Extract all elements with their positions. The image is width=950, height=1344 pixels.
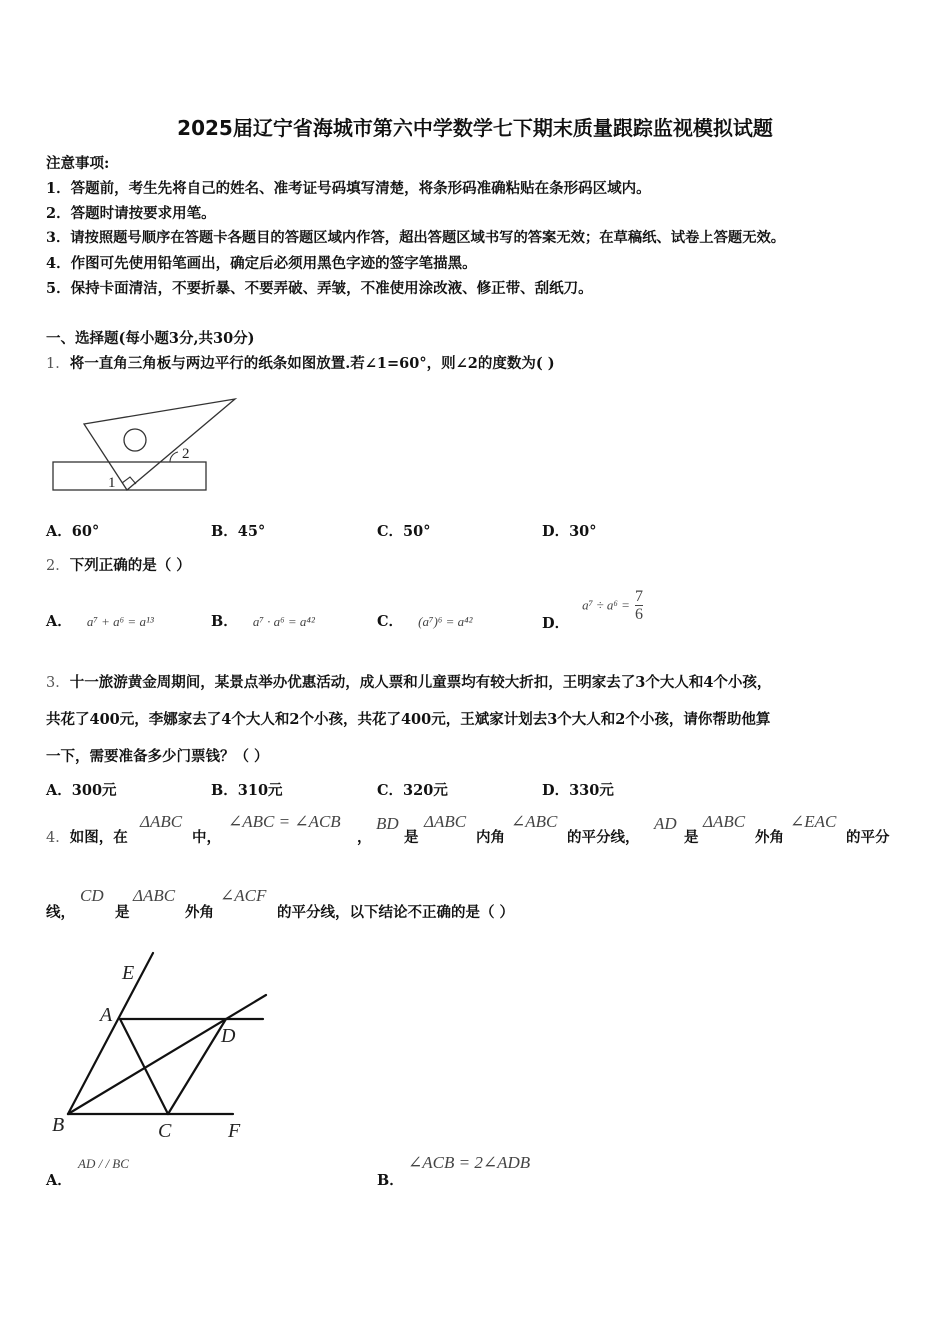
point-label-f: F <box>228 1120 241 1142</box>
q2-option-b[interactable]: B． a⁷ · a⁶ = a⁴² <box>211 613 315 630</box>
question-text: 是 <box>115 904 130 921</box>
q4-option-b-label[interactable]: B． <box>377 1172 404 1189</box>
math-term: CD <box>80 886 104 905</box>
math-term: AD <box>654 814 677 833</box>
point-label-b: B <box>52 1114 65 1136</box>
section-heading: 一、选择题(每小题3分,共30分) <box>46 330 255 347</box>
q1-option-b[interactable]: B．45° <box>211 523 266 540</box>
set-square <box>84 399 235 490</box>
question-4 <box>46 826 128 847</box>
q4-option-a-label[interactable]: A． <box>46 1172 72 1189</box>
question-number: 1． <box>46 356 70 372</box>
math-term: ΔABC <box>140 812 183 831</box>
fraction-denominator: 6 <box>634 606 643 623</box>
q2-option-c[interactable]: C． (a⁷)⁶ = a⁴² <box>377 613 473 630</box>
page-title: 2025届辽宁省海城市第六中学数学七下期末质量跟踪监视模拟试题 <box>177 116 773 140</box>
option-math: a⁷ + a⁶ = a¹³ <box>86 614 154 629</box>
question-3 <box>46 671 771 692</box>
question-2 <box>46 554 191 575</box>
question-number: 3． <box>46 675 70 691</box>
point-label-d: D <box>221 1025 236 1047</box>
question-text: 的平分线， <box>567 829 640 846</box>
q3-option-c[interactable]: C．320元 <box>377 782 448 799</box>
line-ea <box>68 953 153 1114</box>
note-item: 2．答题时请按要求用笔。 <box>46 205 216 222</box>
question-number: 4． <box>46 830 70 846</box>
q1-option-a[interactable]: A．60° <box>46 523 100 540</box>
q4-figure <box>48 948 278 1148</box>
math-term: ∠ABC = ∠ACB <box>228 812 341 831</box>
question-text: 内角 <box>476 829 505 846</box>
point-label-a: A <box>100 1004 113 1026</box>
question-number: 2． <box>46 558 70 574</box>
point-label-c: C <box>158 1120 172 1142</box>
note-item: 4．作图可先使用铅笔画出，确定后必须用黑色字迹的签字笔描黑。 <box>46 255 477 272</box>
notes-heading: 注意事项: <box>46 155 110 172</box>
question-text: 是 <box>684 829 699 846</box>
note-item: 1．答题前，考生先将自己的姓名、准考证号码填写清楚，将条形码准确粘贴在条形码区域内。 <box>46 180 651 197</box>
question-text: 的平分 <box>846 829 890 846</box>
question-text: 将一直角三角板与两边平行的纸条如图放置.若∠1=60°，则∠2的度数为( ) <box>69 355 555 372</box>
line-ac <box>120 1019 168 1114</box>
line-cd <box>168 1019 226 1114</box>
question-1 <box>46 352 555 373</box>
math-term: ΔABC <box>133 886 176 905</box>
option-math: (a⁷)⁶ = a⁴² <box>418 614 473 629</box>
question-text: 中， <box>192 829 221 846</box>
question-text-line: 一下，需要准备多少门票钱？（ ） <box>46 748 269 765</box>
question-text: ， <box>357 829 372 846</box>
math-term: ΔABC <box>424 812 467 831</box>
math-term: BD <box>376 814 399 833</box>
option-math: a⁷ · a⁶ = a⁴² <box>252 614 315 629</box>
math-term: ∠EAC <box>790 812 837 831</box>
angle-1-label: 1 <box>108 475 116 491</box>
q3-option-a[interactable]: A．300元 <box>46 782 117 799</box>
math-term: ΔABC <box>703 812 746 831</box>
question-text: 的平分线，以下结论不正确的是（ ） <box>277 904 515 921</box>
question-text: 是 <box>404 829 419 846</box>
question-text: 外角 <box>755 829 784 846</box>
q4-option-b-math[interactable]: ∠ACB = 2∠ADB <box>408 1153 531 1172</box>
set-square-hole <box>124 429 146 451</box>
q2-option-a[interactable]: A． a⁷ + a⁶ = a¹³ <box>46 613 154 630</box>
q2-option-d[interactable]: D． a⁷ ÷ a⁶ = $\frac{7}{6}$ <box>542 588 643 632</box>
q3-option-b[interactable]: B．310元 <box>211 782 283 799</box>
question-text-line: 共花了400元，李娜家去了4个大人和2个小孩，共花了400元，王斌家计划去3个大人和2个小孩，请你帮助他算 <box>46 711 771 728</box>
question-text: 线， <box>46 904 75 921</box>
option-math: a⁷ ÷ a⁶ = <box>582 597 630 613</box>
fraction <box>635 588 643 623</box>
point-label-e: E <box>122 962 135 984</box>
q1-option-c[interactable]: C．50° <box>377 523 431 540</box>
line-bd <box>68 995 266 1114</box>
right-angle-mark <box>122 477 136 484</box>
math-term: ∠ABC <box>511 812 558 831</box>
question-text: 如图，在 <box>69 829 128 846</box>
question-text: 外角 <box>185 904 214 921</box>
q1-figure <box>50 395 240 495</box>
question-text-line: 十一旅游黄金周期间，某景点举办优惠活动，成人票和儿童票均有较大折扣，王明家去了3个大人和4个小孩， <box>69 674 772 691</box>
note-item: 3．请按照题号顺序在答题卡各题目的答题区域内作答，超出答题区域书写的答案无效；在草稿纸、试卷上答题无效。 <box>46 230 786 246</box>
q1-option-d[interactable]: D．30° <box>542 523 597 540</box>
math-term: ∠ACF <box>220 886 267 905</box>
angle-2-label: 2 <box>182 446 190 462</box>
fraction-numerator: 7 <box>634 588 643 605</box>
q3-option-d[interactable]: D．330元 <box>542 782 614 799</box>
q4-option-a-math[interactable]: AD / / BC <box>78 1156 129 1171</box>
note-item: 5．保持卡面清洁，不要折暴、不要弄破、弄皱，不准使用涂改液、修正带、刮纸刀。 <box>46 280 593 297</box>
paper-strip <box>53 462 206 490</box>
question-text: 下列正确的是（ ） <box>69 557 191 574</box>
